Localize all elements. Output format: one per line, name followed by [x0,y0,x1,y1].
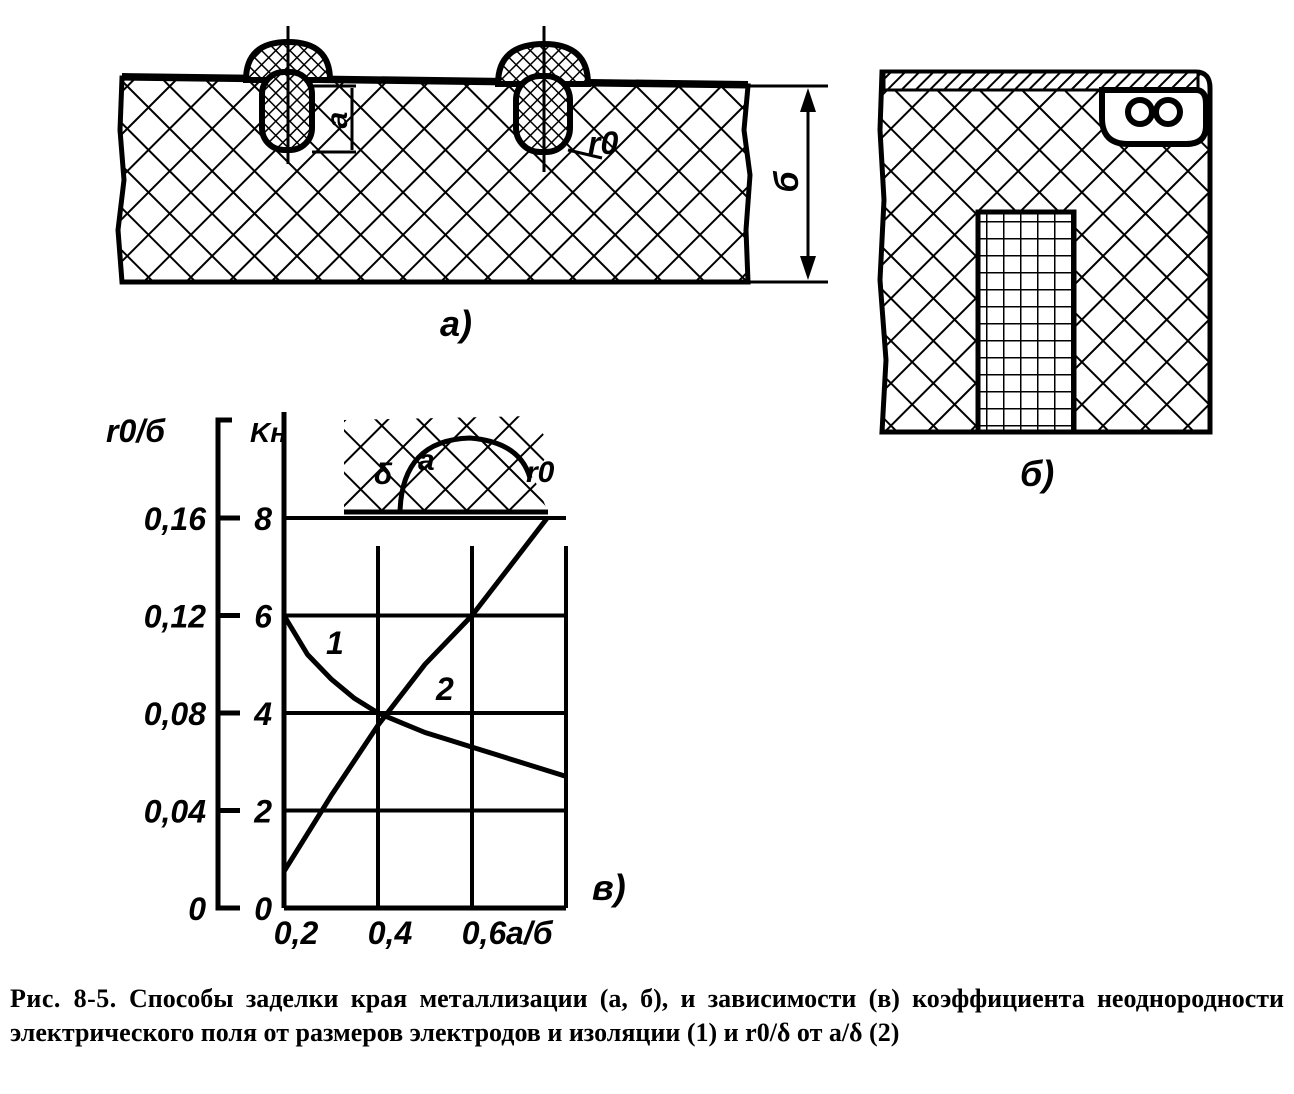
y-right-tick-label: 0 [254,891,272,927]
y-right-tick-label: 2 [254,793,272,830]
insulation-slab [118,78,750,282]
y-left-tick-label: 0,04 [143,793,206,830]
y-left-tick-label: 0,16 [143,501,206,537]
series-line-2 [284,518,547,871]
caption-text: Способы заделки края металлизации (а, б), и зависимости (в) коэффициента неоднородности электрического поля от размеров электродов и изоляции (1) и r0/δ от а/δ (2) [10,984,1284,1047]
dim-delta-arrowhead-top [800,88,816,112]
dim-r0-label: r0 [588,125,619,161]
figure-caption [10,982,1284,1050]
y-left-axis-bracket [218,420,232,908]
x-tick-label: 0,6 [461,915,507,951]
corner-electrode-hole-2 [1156,100,1180,124]
caption-label: Рис. 8-5. [10,984,117,1013]
figure-b [880,72,1210,494]
x-tick-label: 0,2 [273,915,319,951]
x-tick-label: 0,4 [367,915,413,951]
y-left-tick-label: 0,08 [143,696,206,732]
inset-a-label: а [418,444,435,477]
figure-c-sublabel: в) [592,867,626,908]
y-right-tick-label: 4 [254,696,272,732]
dim-delta-label: б [768,171,806,193]
corner-electrode-hole-1 [1128,100,1152,124]
curve-label-1: 1 [326,625,344,661]
y-right-tick-label: 8 [254,501,272,537]
y-left-tick-label: 0,12 [143,598,206,635]
y-left-tick-label: 0 [188,891,206,927]
y-right-axis-title: Kн [250,417,288,448]
figure-a [118,26,828,344]
dim-a-label: а [321,111,354,129]
inset-r0-label: r0 [526,456,555,489]
figure-b-sublabel: б) [1020,453,1055,494]
mesh-insert [978,212,1074,432]
figure-c-chart [106,412,626,951]
y-right-tick-label: 6 [254,598,272,635]
x-axis-title: а/б [506,915,553,951]
inset-sketch [344,416,555,512]
figure-a-sublabel: а) [440,303,473,344]
curve-label-2: 2 [436,671,454,707]
dim-delta-arrowhead-bottom [800,256,816,280]
inset-delta-label: δ [374,458,393,491]
y-left-axis-title: r0/б [106,413,165,449]
